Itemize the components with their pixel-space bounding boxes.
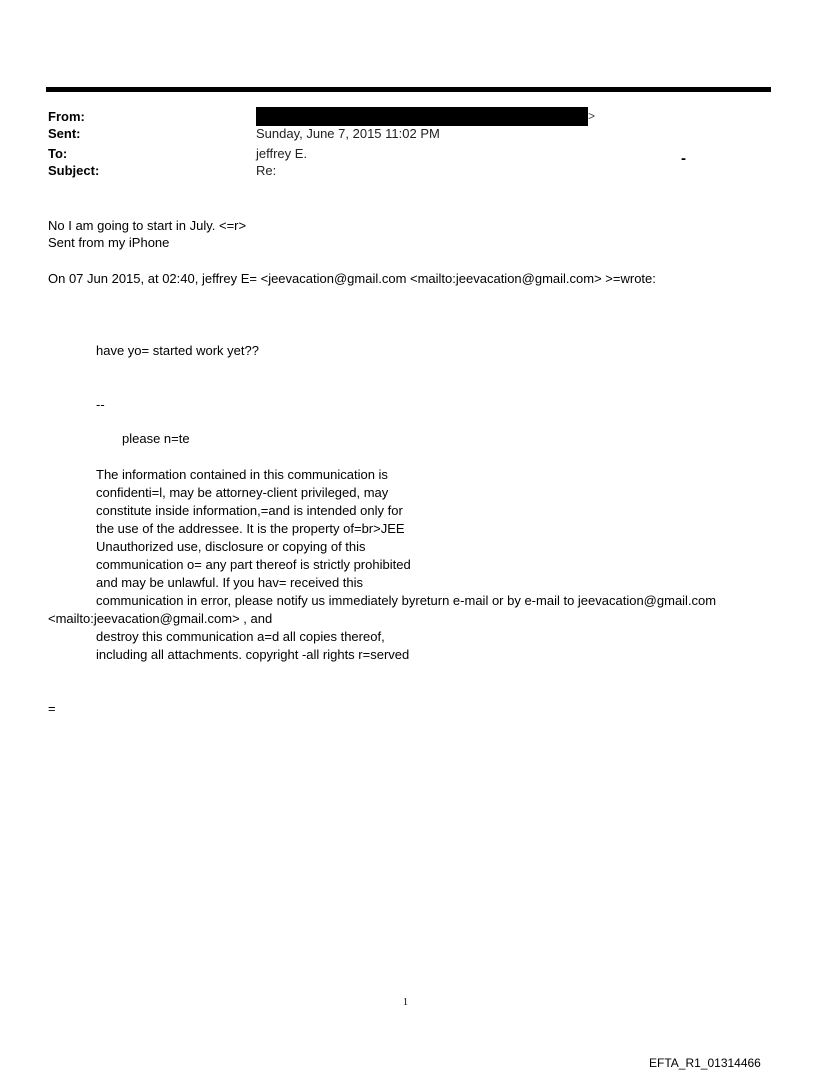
- note-heading: please n=te: [122, 431, 190, 446]
- to-value: jeffrey E.: [256, 146, 308, 161]
- disclaimer-line: destroy this communication a=d all copies thereof,: [96, 629, 385, 644]
- disclaimer-line: and may be unlawful. If you hav= received this: [96, 575, 364, 590]
- disclaimer-line: <mailto:jeevacation@gmail.com> , and: [48, 611, 273, 626]
- sent-value: Sunday, June 7, 2015 11:02 PM: [256, 126, 440, 141]
- quote-intro: On 07 Jun 2015, at 02:40, jeffrey E= <jeevacation@gmail.com <mailto:jeevacation@gmail.com> >=wrote:: [48, 271, 656, 286]
- disclaimer-line: the use of the addressee. It is the property of=br>JEE: [96, 521, 405, 536]
- side-mark: -: [681, 150, 686, 167]
- disclaimer-line: including all attachments. copyright -all rights r=served: [96, 647, 410, 662]
- redacted-sender: [256, 107, 588, 126]
- to-label: To:: [48, 146, 68, 161]
- subject-value: Re:: [256, 163, 277, 178]
- quoted-question: have yo= started work yet??: [96, 343, 259, 358]
- from-label: From:: [48, 109, 85, 124]
- sent-label: Sent:: [48, 126, 81, 141]
- document-id: EFTA_R1_01314466: [649, 1056, 761, 1070]
- reply-line: No I am going to start in July. <=r>: [48, 218, 247, 233]
- disclaimer-line: communication o= any part thereof is strictly prohibited: [96, 557, 411, 572]
- disclaimer-line: communication in error, please notify us immediately byreturn e-mail or by e-mail to jeevacation@gmail.com: [96, 593, 717, 608]
- disclaimer-line: constitute inside information,=and is intended only for: [96, 503, 403, 518]
- disclaimer-line: Unauthorized use, disclosure or copying of this: [96, 539, 366, 554]
- page-number: 1: [403, 997, 408, 1008]
- from-value-tail: >: [588, 109, 596, 123]
- header-divider: [46, 87, 771, 92]
- subject-label: Subject:: [48, 163, 100, 178]
- signature-line: Sent from my iPhone: [48, 235, 170, 250]
- disclaimer-line: The information contained in this communication is: [96, 467, 388, 482]
- disclaimer-line: confidenti=l, may be attorney-client privileged, may: [96, 485, 389, 500]
- trailing-char: =: [48, 701, 56, 716]
- signature-separator: --: [96, 397, 105, 412]
